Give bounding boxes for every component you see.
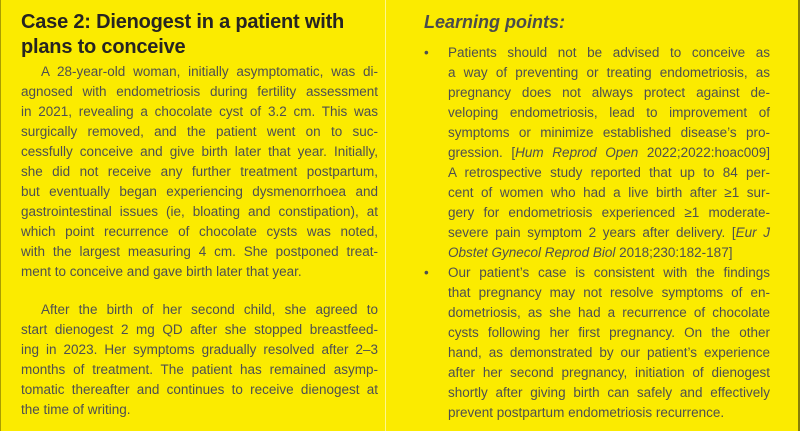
text-segment: 2022;2022:hoac009] [638,145,770,160]
journal-reference: Eur J [735,225,770,240]
journal-reference: Hum Reprod Open [515,145,639,160]
text-line [448,343,770,363]
text-segment: cysts following her first pregnancy. On the other [448,325,770,340]
text-line [21,300,378,320]
journal-reference: Obstet Gynecol Reprod Biol [448,245,616,260]
text-line [21,202,378,222]
text-line [21,380,378,400]
paragraph [21,300,378,420]
text-segment: ing in 2023. Her symptoms gradually resolved after 2–3 [21,342,378,357]
learning-points-title: Learning points: [424,12,565,32]
text-segment: veloping endometriosis, lead to improvement of [448,105,770,120]
text-line [21,400,378,420]
text-segment: Patients should not be advised to conceive as [448,45,770,60]
text-segment: gastrointestinal issues (ie, bloating and constipation), at [21,204,378,219]
text-line [21,360,378,380]
text-line [21,162,378,182]
text-segment: she did not receive any further treatment postpartum, [21,164,378,179]
text-line [448,83,770,103]
text-segment: ment to conceive and gave birth later that year. [21,264,302,279]
text-line [21,222,378,242]
text-line [448,323,770,343]
text-segment: agnosed with endometriosis during fertility assessment [21,84,378,99]
text-segment: but eventually began experiencing dysmenorrhoea and [21,184,378,199]
text-line [21,122,378,142]
text-line [448,363,770,383]
text-line [21,340,378,360]
text-line [448,103,770,123]
bullet-text [448,43,770,263]
text-segment: start dienogest 2 mg QD after she stopped breastfeed- [21,322,378,337]
text-line [448,123,770,143]
text-line [448,283,770,303]
text-segment: symptoms or minimize established disease’s pro- [448,125,770,140]
case-body [21,62,378,420]
text-line [21,262,378,282]
text-segment: gery for endometriosis experienced ≥1 moderate- [448,205,770,220]
text-segment: shortly after giving birth can safely and effectively [448,385,770,400]
text-segment: severe pain symptom 2 years after delivery. [ [448,225,736,240]
text-segment: the time of writing. [21,402,131,417]
text-line [448,243,770,263]
case-title [21,10,378,60]
list-item [424,263,770,423]
bullet-icon: • [424,45,429,60]
text-segment: pregnancy does not always protect against de- [448,85,770,100]
text-line [21,320,378,340]
text-segment: dometriosis, as she had a recurrence of chocolate [448,305,770,320]
text-line [21,10,378,35]
paragraph [21,62,378,282]
bullet-icon: • [424,265,429,280]
text-line [21,82,378,102]
text-line [21,102,378,122]
text-line [448,183,770,203]
text-line [21,35,378,60]
column-divider [385,0,386,431]
text-segment: that pregnancy may not resolve symptoms of en- [448,285,770,300]
text-line [448,143,770,163]
bullet-text [448,263,770,423]
learning-points-list [424,43,770,423]
text-line [448,223,770,243]
text-segment: which point recurrence of chocolate cysts was noted, [21,224,378,239]
list-item [424,43,770,263]
text-segment: A retrospective study reported that up to 84 per- [448,165,770,180]
text-segment: cent of women who had a live birth after ≥1 sur- [448,185,770,200]
text-segment: a way of preventing or treating endometriosis, as [448,65,770,80]
case-column [21,10,378,420]
text-segment: prevent postpartum endometriosis recurrence. [448,405,725,420]
text-segment: in 2021, revealing a chocolate cyst of 3.2 cm. This was [21,104,378,119]
text-segment: surgically removed, and the patient went on to suc- [21,124,378,139]
text-line [448,163,770,183]
text-segment: A 28-year-old woman, initially asymptomatic, was di- [41,64,378,79]
text-line [448,63,770,83]
text-segment: months of treatment. The patient has remained asymp- [21,362,378,377]
text-segment: 2018;230:182-187] [615,245,733,260]
text-segment: Case 2: Dienogest in a patient with [21,11,345,33]
text-line [448,303,770,323]
text-segment: hand, as demonstrated by our patient’s experience [448,345,770,360]
text-segment: After the birth of her second child, she agreed to [41,302,378,317]
text-line [448,383,770,403]
text-line [448,403,770,423]
text-line [448,263,770,283]
text-segment: Our patient’s case is consistent with the findings [448,265,770,280]
text-line [21,242,378,262]
text-line [448,43,770,63]
text-segment: tomatic thereafter and continues to receive dienogest at [21,382,378,397]
text-segment: cessfully conceive and give birth later that year. Initially, [21,144,378,159]
text-line [21,182,378,202]
text-line [448,203,770,223]
text-segment: after her second pregnancy, initiation of dienogest [448,365,770,380]
text-line [21,142,378,162]
text-segment: plans to conceive [21,36,186,58]
text-segment: gression. [ [448,145,516,160]
learning-points-column [424,10,770,423]
text-line [21,62,378,82]
text-segment: with the largest measuring 4 cm. She postponed treat- [21,244,378,259]
